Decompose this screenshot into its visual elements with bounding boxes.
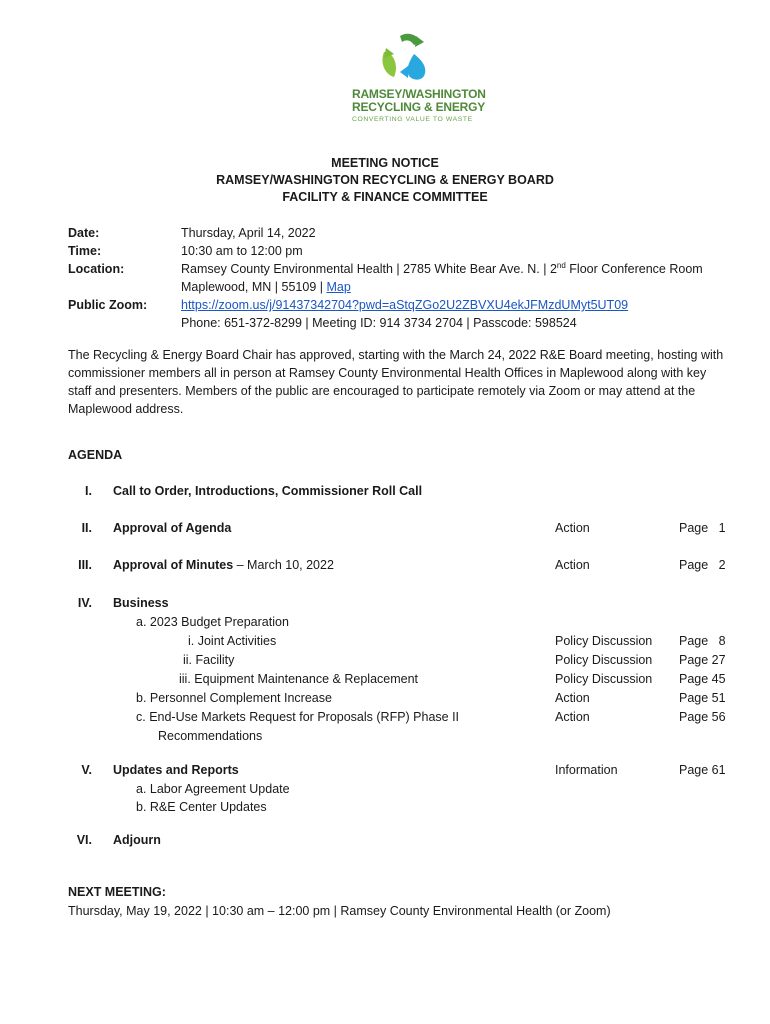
agenda-item-approval-minutes: III. Approval of Minutes – March 10, 2022 Action Page 2 [78,558,726,572]
zoom-link[interactable]: https://zoom.us/j/91437342704?pwd=aStqZGo2U2ZBVXU4ekJFMzdUMyt5UT09 [181,298,629,312]
list-item: i. Joint Activities Policy Discussion Page 8 [188,634,726,648]
logo-name-line2: RECYCLING & ENERGY [352,100,486,114]
map-link[interactable]: Map [326,280,351,294]
next-meeting-details: Thursday, May 19, 2022 | 10:30 am – 12:00 pm | Ramsey County Environmental Health (or Zoom) [68,904,611,918]
agenda-item-call-to-order: I. Call to Order, Introductions, Commissioner Roll Call [85,484,423,498]
notice-heading [0,155,770,206]
organization-logo [352,32,486,123]
location-label: Location: [68,262,125,276]
committee-name: FACILITY & FINANCE COMMITTEE [282,190,488,204]
agenda-heading: AGENDA [68,448,123,462]
logo-tagline: CONVERTING VALUE TO WASTE [352,116,473,123]
location-city: Maplewood, MN | 55109 | Map [181,280,351,294]
meeting-details [68,224,748,332]
list-item: a. 2023 Budget Preparation [136,615,289,629]
board-name: RAMSEY/WASHINGTON RECYCLING & ENERGY BOARD [216,173,554,187]
logo-name-line1: RAMSEY/WASHINGTON [352,87,486,101]
hybrid-meeting-paragraph: The Recycling & Energy Board Chair has approved, starting with the March 24, 2022 R&E Board meeting, hosting with commissioner members all in person at Ramsey County Environmental Health Offices in Maplewood along with key staff and presenters. Members of the public are encouraged to participate remotely via Zoom or may attend at the Maplewood address. [68,348,724,416]
agenda-item-approval-agenda: II. Approval of Agenda Action Page 1 [81,521,726,535]
list-item: iii. Equipment Maintenance & Replacement Policy Discussion Page 45 [179,672,726,686]
agenda-item-updates: V. Updates and Reports Information Page 61 a. Labor Agreement Update b. R&E Center Updates [68,761,748,816]
location-value: Ramsey County Environmental Health | 2785 White Bear Ave. N. | 2nd Floor Conference Room [181,260,703,276]
list-item: b. Personnel Complement Increase Action Page 51 [136,691,726,705]
zoom-label: Public Zoom: [68,298,148,312]
agenda-item-adjourn: VI. Adjourn [76,833,161,847]
agenda-item-business: IV. Business a. 2023 Budget Preparation i. Joint Activities Policy Discussion Page 8 ii. Facility Policy Discussion Page 27 iii. Equipment Maintenance & Replacement Policy Discussion Page 45 b. Personnel Complement Increase Action Page 51 c. End-Use Markets Request for Proposals (RFP) Phase II Action Page 56 Recommendations [68,594,748,746]
list-item: Recommendations [158,729,263,743]
next-meeting-heading: NEXT MEETING: [68,885,166,899]
time-label: Time: [68,244,102,258]
notice-title: MEETING NOTICE [331,156,439,170]
list-item: b. R&E Center Updates [136,800,267,814]
date-label: Date: [68,226,100,240]
list-item: a. Labor Agreement Update [136,782,290,796]
list-item: c. End-Use Markets Request for Proposals (RFP) Phase II Action Page 56 [136,710,726,724]
phone-details: Phone: 651-372-8299 | Meeting ID: 914 3734 2704 | Passcode: 598524 [181,316,577,330]
recycle-logo-icon [378,32,432,82]
date-value: Thursday, April 14, 2022 [181,226,316,240]
time-value: 10:30 am to 12:00 pm [181,244,303,258]
list-item: ii. Facility Policy Discussion Page 27 [183,653,726,667]
